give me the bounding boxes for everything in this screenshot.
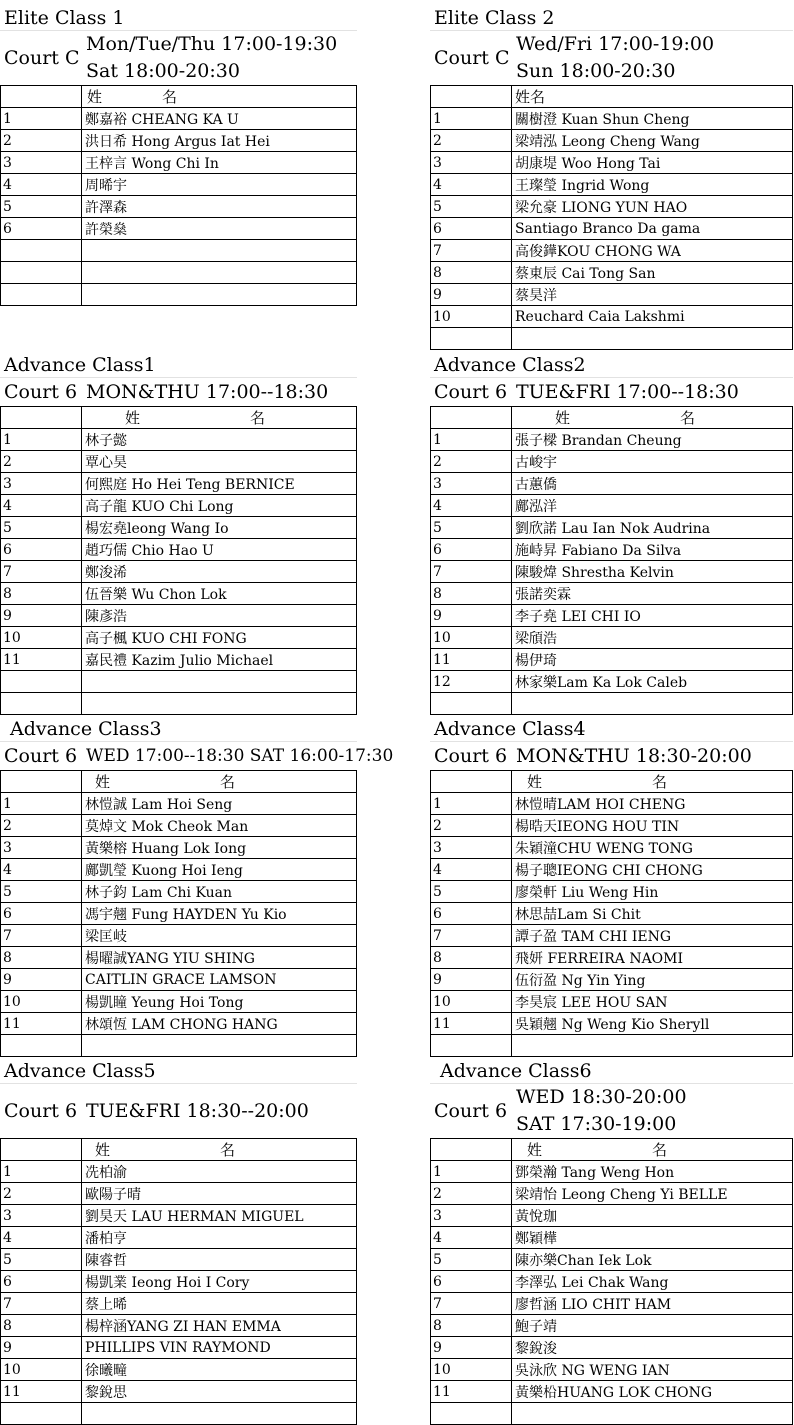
table-row: 1 張子樑 Brandan Cheung — [431, 429, 793, 451]
table-row: 1 林愷誠 Lam Hoi Seng — [1, 793, 357, 815]
student-name: 黃悅珈 — [512, 1205, 793, 1227]
table-row: 8 楊梓涵YANG ZI HAN EMMA — [1, 1315, 357, 1337]
table-row: 3 黃悅珈 — [431, 1205, 793, 1227]
table-row: 3 朱穎潼CHU WENG TONG — [431, 837, 793, 859]
table-row — [1, 262, 357, 284]
student-name: 蔡上晞 — [82, 1293, 357, 1315]
student-name: 梁靖泓 Leong Cheng Wang — [512, 130, 793, 152]
student-name: 黃樂榕 Huang Lok Iong — [82, 837, 357, 859]
student-name: 伍衍盈 Ng Yin Ying — [512, 969, 793, 991]
column-header-row — [431, 1139, 793, 1161]
student-name: 何熙庭 Ho Hei Teng BERNICE — [82, 473, 357, 495]
section-advance-class-5 — [0, 1056, 357, 1425]
table-row: 6 李澤弘 Lei Chak Wang — [431, 1271, 793, 1293]
schedule — [81, 31, 357, 85]
name-column-header: 姓名 — [512, 86, 793, 108]
table-row: 10 李昊宸 LEE HOU SAN — [431, 991, 793, 1013]
table-row: 11 林頌恆 LAM CHONG HANG — [1, 1013, 357, 1035]
section-header — [430, 1084, 793, 1138]
schedule: TUE&FRI 17:00--18:30 — [516, 381, 739, 403]
student-name: 鄭浚浠 — [82, 561, 357, 583]
table-row: 10 徐曦疃 — [1, 1359, 357, 1381]
column-header-row — [1, 771, 357, 793]
table-row: 5 許澤森 — [1, 196, 357, 218]
table-row: 4 鄺凱瑩 Kuong Hoi Ieng — [1, 859, 357, 881]
name-column-header: 姓 名 — [82, 86, 357, 108]
table-row: 9 PHILLIPS VIN RAYMOND — [1, 1337, 357, 1359]
table-row: 10 梁頎浩 — [431, 627, 793, 649]
section-advance-class-2 — [430, 350, 793, 715]
court-label: Court 6 — [434, 1100, 508, 1122]
student-name: 李子堯 LEI CHI IO — [512, 605, 793, 627]
table-row — [1, 671, 357, 693]
table-row: 7 廖哲涵 LIO CHIT HAM — [431, 1293, 793, 1315]
table-row — [1, 693, 357, 715]
schedule-line: SAT 17:30-19:00 — [516, 1113, 677, 1135]
table-row — [1, 240, 357, 262]
student-name: 鄭嘉裕 CHEANG KA U — [82, 108, 357, 130]
section-elite-class-1 — [0, 3, 357, 306]
table-row: 11 楊伊琦 — [431, 649, 793, 671]
section-title: Elite Class 2 — [430, 3, 793, 31]
section-title: Elite Class 1 — [0, 3, 357, 31]
table-row: 6 施峙昇 Fabiano Da Silva — [431, 539, 793, 561]
schedule: WED 17:00--18:30 SAT 16:00-17:30 — [86, 746, 394, 766]
table-row: 3 王梓言 Wong Chi In — [1, 152, 357, 174]
table-row: 6 林思喆Lam Si Chit — [431, 903, 793, 925]
section-header — [430, 742, 793, 770]
student-name: 吳泳欣 NG WENG IAN — [512, 1359, 793, 1381]
table-row: 5 梁允豪 LIONG YUN HAO — [431, 196, 793, 218]
table-row: 1 冼柏渝 — [1, 1161, 357, 1183]
table-row: 11 黃樂柗HUANG LOK CHONG — [431, 1381, 793, 1403]
student-name: 莫焯文 Mok Cheok Man — [82, 815, 357, 837]
student-name: 梁允豪 LIONG YUN HAO — [512, 196, 793, 218]
student-name: 林子懿 — [82, 429, 357, 451]
student-name: 吳穎翹 Ng Weng Kio Sheryll — [512, 1013, 793, 1035]
table-row: 7 陳駿煒 Shrestha Kelvin — [431, 561, 793, 583]
table-row: 9 CAITLIN GRACE LAMSON — [1, 969, 357, 991]
student-name: 黎銳思 — [82, 1381, 357, 1403]
table-row: 8 鮑子靖 — [431, 1315, 793, 1337]
student-name: 徐曦疃 — [82, 1359, 357, 1381]
column-header-row — [1, 86, 357, 108]
student-name: 周晞宇 — [82, 174, 357, 196]
student-name: 古蕙僑 — [512, 473, 793, 495]
student-name: 古峻宇 — [512, 451, 793, 473]
student-name: 朱穎潼CHU WENG TONG — [512, 837, 793, 859]
student-name: 劉昊天 LAU HERMAN MIGUEL — [82, 1205, 357, 1227]
name-column-header: 姓 名 — [82, 771, 357, 793]
student-name: Reuchard Caia Lakshmi — [512, 306, 793, 328]
court-label: Court 6 — [4, 1100, 78, 1122]
table-row: 10 楊凱瞳 Yeung Hoi Tong — [1, 991, 357, 1013]
table-row: 1 關樹澄 Kuan Shun Cheng — [431, 108, 793, 130]
student-name: 張諾奕霖 — [512, 583, 793, 605]
table-row: 4 鄺泓洋 — [431, 495, 793, 517]
table-row: 5 劉欣諾 Lau Ian Nok Audrina — [431, 517, 793, 539]
student-name: 高俊鏵KOU CHONG WA — [512, 240, 793, 262]
table-row — [1, 284, 357, 306]
court-label: Court 6 — [4, 745, 78, 767]
student-name: PHILLIPS VIN RAYMOND — [82, 1337, 357, 1359]
schedule: TUE&FRI 18:30--20:00 — [86, 1099, 309, 1122]
student-name: 林愷誠 Lam Hoi Seng — [82, 793, 357, 815]
table-row: 11 吳穎翹 Ng Weng Kio Sheryll — [431, 1013, 793, 1035]
table-row: 1 林愷晴LAM HOI CHENG — [431, 793, 793, 815]
court-label: Court 6 — [434, 381, 508, 403]
student-name: 冼柏渝 — [82, 1161, 357, 1183]
table-row: 6 許榮燊 — [1, 218, 357, 240]
schedule-line: Wed/Fri 17:00-19:00 — [516, 33, 715, 55]
table-row: 4 高子龍 KUO Chi Long — [1, 495, 357, 517]
student-name: 林思喆Lam Si Chit — [512, 903, 793, 925]
table-row: 1 林子懿 — [1, 429, 357, 451]
student-table — [430, 406, 793, 715]
table-row: 4 周晞宇 — [1, 174, 357, 196]
student-table — [0, 1138, 357, 1425]
table-row: 9 李子堯 LEI CHI IO — [431, 605, 793, 627]
student-name: 劉欣諾 Lau Ian Nok Audrina — [512, 517, 793, 539]
table-row: 3 黃樂榕 Huang Lok Iong — [1, 837, 357, 859]
section-header — [0, 742, 394, 770]
table-row — [431, 1035, 793, 1057]
table-row — [431, 1403, 793, 1425]
column-header-row — [1, 407, 357, 429]
student-name: 高子楓 KUO CHI FONG — [82, 627, 357, 649]
court-label: Court C — [4, 47, 80, 69]
student-name: 梁匡岐 — [82, 925, 357, 947]
table-row: 2 古峻宇 — [431, 451, 793, 473]
section-header — [0, 378, 357, 406]
table-row: 7 高俊鏵KOU CHONG WA — [431, 240, 793, 262]
student-table — [430, 770, 793, 1057]
table-row: 6 楊凱業 Ieong Hoi I Cory — [1, 1271, 357, 1293]
table-row: 4 楊子聰IEONG CHI CHONG — [431, 859, 793, 881]
student-name: 馮宇翹 Fung HAYDEN Yu Kio — [82, 903, 357, 925]
table-row: 5 林子鈞 Lam Chi Kuan — [1, 881, 357, 903]
student-name: 楊曜誠YANG YIU SHING — [82, 947, 357, 969]
student-name: 許榮燊 — [82, 218, 357, 240]
student-name: 鄺泓洋 — [512, 495, 793, 517]
student-name: 王梓言 Wong Chi In — [82, 152, 357, 174]
student-table — [0, 406, 357, 715]
table-row: 9 伍衍盈 Ng Yin Ying — [431, 969, 793, 991]
student-name: 林子鈞 Lam Chi Kuan — [82, 881, 357, 903]
student-name: 楊晧天IEONG HOU TIN — [512, 815, 793, 837]
section-header — [430, 31, 793, 85]
student-name: 覃心昊 — [82, 451, 357, 473]
student-name: 歐陽子晴 — [82, 1183, 357, 1205]
table-row: 2 歐陽子晴 — [1, 1183, 357, 1205]
section-title: Advance Class1 — [0, 350, 357, 378]
student-name: 施峙昇 Fabiano Da Silva — [512, 539, 793, 561]
table-row: 5 廖榮軒 Liu Weng Hin — [431, 881, 793, 903]
student-name: 趙巧儒 Chio Hao U — [82, 539, 357, 561]
table-row: 7 鄭浚浠 — [1, 561, 357, 583]
section-header — [0, 1084, 357, 1138]
schedule-line: Mon/Tue/Thu 17:00-19:30 — [86, 33, 338, 55]
table-row: 10 高子楓 KUO CHI FONG — [1, 627, 357, 649]
column-header-row — [1, 1139, 357, 1161]
table-row: 3 劉昊天 LAU HERMAN MIGUEL — [1, 1205, 357, 1227]
name-column-header: 姓 名 — [512, 1139, 793, 1161]
table-row: 11 嘉民禮 Kazim Julio Michael — [1, 649, 357, 671]
student-name: 陳亦樂Chan Iek Lok — [512, 1249, 793, 1271]
section-header — [430, 378, 793, 406]
table-row: 1 鄧榮瀚 Tang Weng Hon — [431, 1161, 793, 1183]
student-name: 楊伊琦 — [512, 649, 793, 671]
section-advance-class-6 — [430, 1056, 793, 1425]
table-row: 11 黎銳思 — [1, 1381, 357, 1403]
schedule: MON&THU 17:00--18:30 — [86, 381, 329, 403]
student-name: 林愷晴LAM HOI CHENG — [512, 793, 793, 815]
student-name: 楊宏堯leong Wang Io — [82, 517, 357, 539]
table-row: 6 馮宇翹 Fung HAYDEN Yu Kio — [1, 903, 357, 925]
table-row: 2 楊晧天IEONG HOU TIN — [431, 815, 793, 837]
student-name: 梁靖怡 Leong Cheng Yi BELLE — [512, 1183, 793, 1205]
table-row: 9 蔡昊洋 — [431, 284, 793, 306]
table-row: 3 胡康堤 Woo Hong Tai — [431, 152, 793, 174]
student-name: 嘉民禮 Kazim Julio Michael — [82, 649, 357, 671]
student-name: 譚子盈 TAM CHI IENG — [512, 925, 793, 947]
student-name: 鄭穎樺 — [512, 1227, 793, 1249]
schedule-line: Sat 18:00-20:30 — [86, 60, 240, 82]
section-header — [0, 31, 357, 85]
student-table — [0, 85, 357, 306]
section-title: Advance Class2 — [430, 350, 793, 378]
table-row: 9 黎銳浚 — [431, 1337, 793, 1359]
section-title: Advance Class3 — [0, 714, 357, 742]
student-name: 蔡昊洋 — [512, 284, 793, 306]
student-name: 楊凱瞳 Yeung Hoi Tong — [82, 991, 357, 1013]
table-row: 2 梁靖泓 Leong Cheng Wang — [431, 130, 793, 152]
table-row: 3 何熙庭 Ho Hei Teng BERNICE — [1, 473, 357, 495]
table-row: 4 王璨瑩 Ingrid Wong — [431, 174, 793, 196]
student-name: 飛妍 FERREIRA NAOMI — [512, 947, 793, 969]
student-name: 張子樑 Brandan Cheung — [512, 429, 793, 451]
column-header-row — [431, 407, 793, 429]
name-column-header: 姓 名 — [512, 771, 793, 793]
table-row: 8 飛妍 FERREIRA NAOMI — [431, 947, 793, 969]
table-row: 9 陳彥浩 — [1, 605, 357, 627]
table-row: 6 Santiago Branco Da gama — [431, 218, 793, 240]
student-name: 林家樂Lam Ka Lok Caleb — [512, 671, 793, 693]
table-row: 10 吳泳欣 NG WENG IAN — [431, 1359, 793, 1381]
table-row: 2 梁靖怡 Leong Cheng Yi BELLE — [431, 1183, 793, 1205]
section-advance-class-4 — [430, 714, 793, 1057]
student-name: 陳睿哲 — [82, 1249, 357, 1271]
student-table — [430, 85, 793, 350]
name-column-header: 姓 名 — [82, 407, 357, 429]
student-name: 鮑子靖 — [512, 1315, 793, 1337]
table-row — [1, 1035, 357, 1057]
student-name: 鄺凱瑩 Kuong Hoi Ieng — [82, 859, 357, 881]
student-name: 廖榮軒 Liu Weng Hin — [512, 881, 793, 903]
section-advance-class-3 — [0, 714, 394, 1057]
student-name: 廖哲涵 LIO CHIT HAM — [512, 1293, 793, 1315]
student-name: 梁頎浩 — [512, 627, 793, 649]
table-row: 12 林家樂Lam Ka Lok Caleb — [431, 671, 793, 693]
table-row: 5 楊宏堯leong Wang Io — [1, 517, 357, 539]
table-row: 7 梁匡岐 — [1, 925, 357, 947]
column-header-row — [431, 86, 793, 108]
student-name: 李昊宸 LEE HOU SAN — [512, 991, 793, 1013]
table-row: 8 張諾奕霖 — [431, 583, 793, 605]
section-title: Advance Class4 — [430, 714, 793, 742]
table-row — [1, 1403, 357, 1425]
student-name: Santiago Branco Da gama — [512, 218, 793, 240]
student-name: 高子龍 KUO Chi Long — [82, 495, 357, 517]
name-column-header: 姓 名 — [82, 1139, 357, 1161]
table-row: 2 覃心昊 — [1, 451, 357, 473]
student-name: 黎銳浚 — [512, 1337, 793, 1359]
schedule: MON&THU 18:30-20:00 — [516, 745, 752, 767]
court-label: Court 6 — [434, 745, 508, 767]
table-row: 6 趙巧儒 Chio Hao U — [1, 539, 357, 561]
student-name: 楊子聰IEONG CHI CHONG — [512, 859, 793, 881]
section-advance-class-1 — [0, 350, 357, 715]
student-name: 鄧榮瀚 Tang Weng Hon — [512, 1161, 793, 1183]
table-row: 8 楊曜誠YANG YIU SHING — [1, 947, 357, 969]
table-row — [431, 328, 793, 350]
table-row: 1 鄭嘉裕 CHEANG KA U — [1, 108, 357, 130]
table-row: 8 伍晉樂 Wu Chon Lok — [1, 583, 357, 605]
student-name: 黃樂柗HUANG LOK CHONG — [512, 1381, 793, 1403]
name-column-header: 姓 名 — [512, 407, 793, 429]
schedule-line: Sun 18:00-20:30 — [516, 60, 676, 82]
student-name: 潘柏亨 — [82, 1227, 357, 1249]
court-label: Court 6 — [4, 381, 78, 403]
schedule — [511, 31, 793, 85]
student-name: 楊凱業 Ieong Hoi I Cory — [82, 1271, 357, 1293]
table-row: 2 莫焯文 Mok Cheok Man — [1, 815, 357, 837]
court-label: Court C — [434, 47, 510, 69]
section-title: Advance Class6 — [430, 1056, 793, 1084]
student-name: 王璨瑩 Ingrid Wong — [512, 174, 793, 196]
table-row: 4 潘柏亨 — [1, 1227, 357, 1249]
table-row: 5 陳亦樂Chan Iek Lok — [431, 1249, 793, 1271]
student-name: 伍晉樂 Wu Chon Lok — [82, 583, 357, 605]
table-row: 2 洪日希 Hong Argus Iat Hei — [1, 130, 357, 152]
student-name: 陳彥浩 — [82, 605, 357, 627]
table-row: 3 古蕙僑 — [431, 473, 793, 495]
student-table — [430, 1138, 793, 1425]
student-name: 許澤森 — [82, 196, 357, 218]
schedule-line: WED 18:30-20:00 — [516, 1086, 687, 1108]
table-row: 4 鄭穎樺 — [431, 1227, 793, 1249]
table-row: 8 蔡東辰 Cai Tong San — [431, 262, 793, 284]
section-title: Advance Class5 — [0, 1056, 357, 1084]
student-name: 李澤弘 Lei Chak Wang — [512, 1271, 793, 1293]
table-row: 7 蔡上晞 — [1, 1293, 357, 1315]
student-name: 陳駿煒 Shrestha Kelvin — [512, 561, 793, 583]
student-name: 關樹澄 Kuan Shun Cheng — [512, 108, 793, 130]
column-header-row — [431, 771, 793, 793]
student-name: 蔡東辰 Cai Tong San — [512, 262, 793, 284]
schedule — [511, 1084, 793, 1138]
student-name: 楊梓涵YANG ZI HAN EMMA — [82, 1315, 357, 1337]
student-name: 林頌恆 LAM CHONG HANG — [82, 1013, 357, 1035]
table-row: 5 陳睿哲 — [1, 1249, 357, 1271]
student-table — [0, 770, 357, 1057]
table-row — [431, 693, 793, 715]
student-name: CAITLIN GRACE LAMSON — [82, 969, 357, 991]
table-row: 10 Reuchard Caia Lakshmi — [431, 306, 793, 328]
table-row: 7 譚子盈 TAM CHI IENG — [431, 925, 793, 947]
student-name: 洪日希 Hong Argus Iat Hei — [82, 130, 357, 152]
student-name: 胡康堤 Woo Hong Tai — [512, 152, 793, 174]
section-elite-class-2 — [430, 3, 793, 350]
